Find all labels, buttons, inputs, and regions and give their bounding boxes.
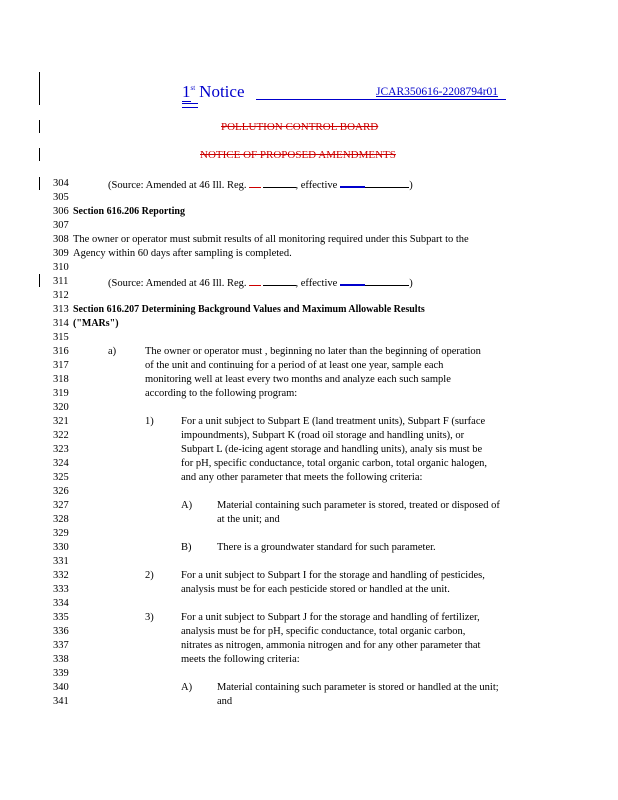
notice-number: 1 <box>182 82 191 101</box>
paragraph-line: There is a groundwater standard for such parameter. <box>217 542 436 553</box>
line-number: 337 <box>53 640 69 651</box>
paragraph-line: Subpart L (de-icing agent storage and handling units), analy sis must be <box>181 444 483 455</box>
blank <box>263 178 296 188</box>
paragraph-line: nitrates as nitrogen, ammonia nitrogen and for any other parameter that <box>181 640 481 651</box>
notice-label <box>182 82 245 102</box>
line-number: 314 <box>53 318 69 329</box>
paragraph-line: meets the following criteria: <box>181 654 300 665</box>
line-number: 324 <box>53 458 69 469</box>
deleted-blank <box>249 178 261 188</box>
paragraph-line: The owner or operator must , beginning no later than the beginning of operation <box>145 346 481 357</box>
paragraph-line: and any other parameter that meets the following criteria: <box>181 472 423 483</box>
line-number: 316 <box>53 346 69 357</box>
line-number: 331 <box>53 556 69 567</box>
paragraph-line: Agency within 60 days after sampling is completed. <box>73 248 292 259</box>
line-number: 336 <box>53 626 69 637</box>
item-label: 3) <box>145 612 154 623</box>
line-number: 306 <box>53 206 69 217</box>
line-number: 320 <box>53 402 69 413</box>
line-number: 341 <box>53 696 69 707</box>
line-number: 305 <box>53 192 69 203</box>
section-heading: Section 616.207 Determining Background Values and Maximum Allowable Results <box>73 304 425 315</box>
subitem-label: A) <box>181 682 193 693</box>
blank <box>263 276 296 286</box>
line-number: 311 <box>53 276 69 287</box>
document-code: JCAR350616-2208794r01 <box>376 86 499 98</box>
notice-word: Notice <box>199 82 245 101</box>
paragraph-line: For a unit subject to Subpart E (land treatment units), Subpart F (surface <box>181 416 486 427</box>
line-number: 313 <box>53 304 69 315</box>
line-number: 335 <box>53 612 69 623</box>
notice-title-struck: NOTICE OF PROPOSED AMENDMENTS <box>200 149 396 161</box>
line-number: 338 <box>53 654 69 665</box>
paragraph-line: according to the following program: <box>145 388 298 399</box>
line-number: 339 <box>53 668 69 679</box>
subitem-label: B) <box>181 542 192 553</box>
section-heading-cont: ("MARs") <box>73 318 119 329</box>
line-number: 318 <box>53 374 69 385</box>
paragraph-line: analysis must be for each pesticide stored or handled at the unit. <box>181 584 450 595</box>
line-number: 312 <box>53 290 69 301</box>
blank <box>365 276 409 286</box>
line-number: 323 <box>53 444 69 455</box>
paragraph-label: a) <box>108 346 117 357</box>
deleted-blank <box>249 276 261 286</box>
line-number: 327 <box>53 500 69 511</box>
source-line: (Source: Amended at 46 Ill. Reg. , effective ) <box>108 275 413 291</box>
paragraph-line: For a unit subject to Subpart I for the storage and handling of pesticides, <box>181 570 485 581</box>
change-bar <box>39 274 40 287</box>
line-number: 307 <box>53 220 69 231</box>
inserted-blank <box>340 275 365 286</box>
line-number: 310 <box>53 262 69 273</box>
line-number: 333 <box>53 584 69 595</box>
inserted-blank <box>340 177 365 188</box>
line-number: 330 <box>53 542 69 553</box>
line-number: 321 <box>53 416 69 427</box>
blank <box>365 178 409 188</box>
notice-superscript: st <box>190 84 196 93</box>
line-number: 304 <box>53 178 69 189</box>
change-bar <box>39 72 40 105</box>
paragraph-line: For a unit subject to Subpart J for the storage and handling of fertilizer, <box>181 612 480 623</box>
change-bar <box>39 120 40 133</box>
paragraph-line: for pH, specific conductance, total organic carbon, total organic halogen, <box>181 458 488 469</box>
paragraph-line: of the unit and continuing for a period of at least one year, sample each <box>145 360 444 371</box>
line-number: 322 <box>53 430 69 441</box>
line-number: 308 <box>53 234 69 245</box>
line-number: 315 <box>53 332 69 343</box>
line-number: 340 <box>53 682 69 693</box>
line-number: 309 <box>53 248 69 259</box>
change-bar <box>39 148 40 161</box>
line-number: 334 <box>53 598 69 609</box>
source-line: (Source: Amended at 46 Ill. Reg. , effective ) <box>108 177 413 193</box>
header-underline <box>256 99 506 100</box>
paragraph-line: at the unit; and <box>217 514 280 525</box>
paragraph-line: Material containing such parameter is stored, treated or disposed of <box>217 500 500 511</box>
line-number: 332 <box>53 570 69 581</box>
subitem-label: A) <box>181 500 193 511</box>
paragraph-line: Material containing such parameter is stored or handled at the unit; <box>217 682 499 693</box>
item-label: 1) <box>145 416 154 427</box>
item-label: 2) <box>145 570 154 581</box>
line-number: 326 <box>53 486 69 497</box>
line-number: 328 <box>53 514 69 525</box>
line-number: 317 <box>53 360 69 371</box>
change-bar <box>39 177 40 190</box>
section-heading: Section 616.206 Reporting <box>73 206 185 217</box>
line-number: 325 <box>53 472 69 483</box>
paragraph-line: monitoring well at least every two months and analyze each such sample <box>145 374 451 385</box>
paragraph-line: The owner or operator must submit results of all monitoring required under this Subpart to the <box>73 234 469 245</box>
line-number: 329 <box>53 528 69 539</box>
paragraph-line: impoundments), Subpart K (road oil storage and handling units), or <box>181 430 465 441</box>
paragraph-line: and <box>217 696 233 707</box>
agency-name-struck: POLLUTION CONTROL BOARD <box>221 121 379 133</box>
double-underline-mark <box>182 103 198 108</box>
paragraph-line: analysis must be for pH, specific conductance, total organic carbon, <box>181 626 466 637</box>
line-number: 319 <box>53 388 69 399</box>
